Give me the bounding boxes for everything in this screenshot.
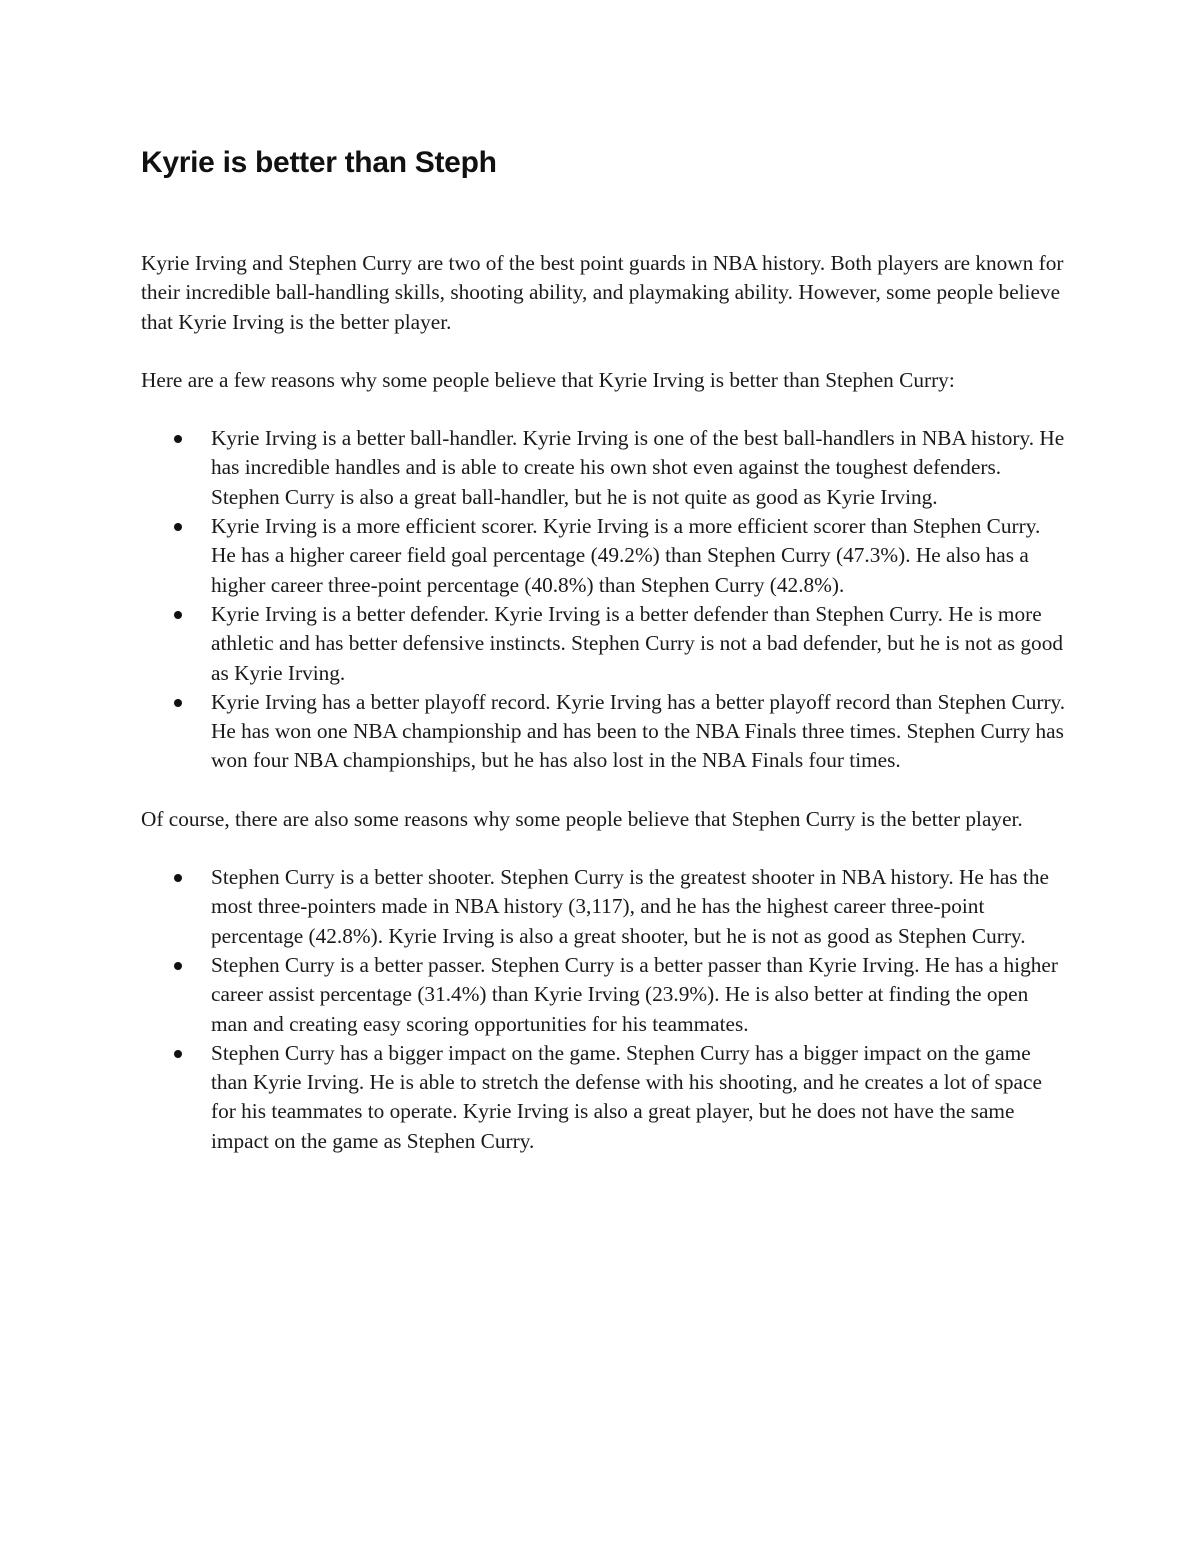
curry-reasons-list [141, 863, 1066, 1156]
document-body [141, 143, 1066, 1156]
bullet-icon [174, 1050, 182, 1058]
kyrie-reasons-list [141, 424, 1066, 776]
bullet-icon [174, 611, 182, 619]
document-title: Kyrie is better than Steph [141, 146, 497, 179]
list-item-text: Stephen Curry has a bigger impact on the game. Stephen Curry has a bigger impact on the game than Kyrie Irving. He is able to stretch the defense with his shooting, and he creates a lot of space for his teammates to operate. Kyrie Irving is also a great player, but he does not have the same impact on the game as Stephen Curry. [211, 1040, 1042, 1153]
list-item [141, 512, 1066, 600]
list-item [141, 600, 1066, 688]
list-item-text: Kyrie Irving has a better playoff record. Kyrie Irving has a better playoff record than Stephen Curry. He has won one NBA championship and has been to the NBA Finals three times. Stephen Curry has won four NBA championships, but he has also lost in the NBA Finals four times. [211, 689, 1066, 773]
list-item-text: Kyrie Irving is a better defender. Kyrie Irving is a better defender than Stephen Curry. He is more athletic and has better defensive instincts. Stephen Curry is not a bad defender, but he is not as good as Kyrie Irving. [211, 601, 1063, 685]
bullet-icon [174, 962, 182, 970]
bullet-icon [174, 699, 182, 707]
intro-paragraph: Kyrie Irving and Stephen Curry are two of the best point guards in NBA history. Both players are known for their incredible ball-handling skills, shooting ability, and playmaking ability. However, some people believe that Kyrie Irving is the better player. [141, 251, 1064, 334]
list-item-text: Stephen Curry is a better passer. Stephen Curry is a better passer than Kyrie Irving. He has a higher career assist percentage (31.4%) than Kyrie Irving (23.9%). He is also better at finding the open man and creating easy scoring opportunities for his teammates. [211, 952, 1058, 1036]
list-item-text: Stephen Curry is a better shooter. Stephen Curry is the greatest shooter in NBA history. He has the most three-pointers made in NBA history (3,117), and he has the highest career three-point percentage (42.8%). Kyrie Irving is also a great shooter, but he is not as good as Stephen Curry. [211, 865, 1049, 948]
list-item [141, 424, 1066, 512]
list-item-text: Kyrie Irving is a more efficient scorer. Kyrie Irving is a more efficient scorer than Stephen Curry. He has a higher career field goal percentage (49.2%) than Stephen Curry (47.3%). He also has a higher career three-point percentage (40.8%) than Stephen Curry (42.8%). [211, 514, 1041, 597]
list-item-text: Kyrie Irving is a better ball-handler. Kyrie Irving is one of the best ball-handlers in NBA history. He has incredible handles and is able to create his own shot even against the toughest defenders. Stephen Curry is also a great ball-handler, but he is not quite as good as Kyrie Irving. [211, 426, 1065, 509]
list-item [141, 863, 1066, 951]
bullet-icon [174, 874, 182, 882]
list-item [141, 951, 1066, 1039]
kyrie-lead-paragraph: Here are a few reasons why some people believe that Kyrie Irving is better than Stephen Curry: [141, 367, 955, 392]
curry-lead-paragraph: Of course, there are also some reasons why some people believe that Stephen Curry is the better player. [141, 806, 1023, 831]
list-item [141, 688, 1066, 776]
list-item [141, 1039, 1066, 1156]
bullet-icon [174, 435, 182, 443]
bullet-icon [174, 523, 182, 531]
